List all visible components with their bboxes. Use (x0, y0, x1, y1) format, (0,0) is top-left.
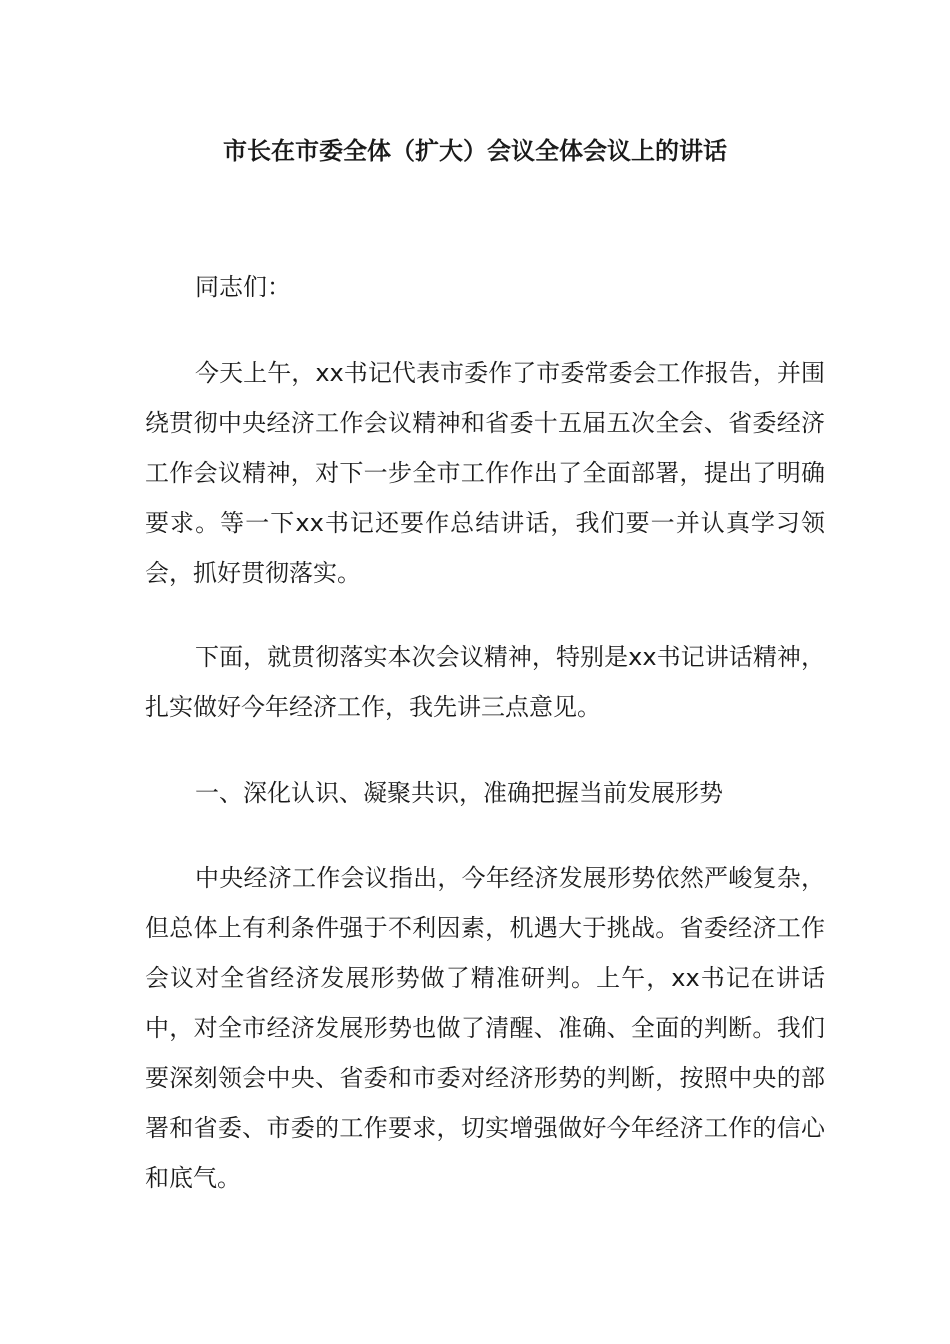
paragraph-section-body: 中央经济工作会议指出，今年经济发展形势依然严峻复杂，但总体上有利条件强于不利因素，机遇大于挑战。省委经济工作会议对全省经济发展形势做了精准研判。上午，xx书记在讲话中，对全市经济发展形势也做了清醒、准确、全面的判断。我们要深刻领会中央、省委和市委对经济形势的判断，按照中央的部署和省委、市委的工作要求，切实增强做好今年经济工作的信心和底气。 (145, 864, 825, 1192)
section-heading: 一、深化认识、凝聚共识，准确把握当前发展形势 (195, 779, 723, 807)
paragraph-overview: 下面，就贯彻落实本次会议精神，特别是xx书记讲话精神，扎实做好今年经济工作，我先讲三点意见。 (145, 643, 825, 721)
salutation: 同志们： (195, 273, 291, 301)
paragraph-intro: 今天上午，xx书记代表市委作了市委常委会工作报告，并围绕贯彻中央经济工作会议精神和省委十五届五次全会、省委经济工作会议精神，对下一步全市工作作出了全面部署，提出了明确要求。等一下xx书记还要作总结讲话，我们要一并认真学习领会，抓好贯彻落实。 (145, 359, 825, 587)
document-title: 市长在市委全体（扩大）会议全体会议上的讲话 (223, 137, 727, 165)
